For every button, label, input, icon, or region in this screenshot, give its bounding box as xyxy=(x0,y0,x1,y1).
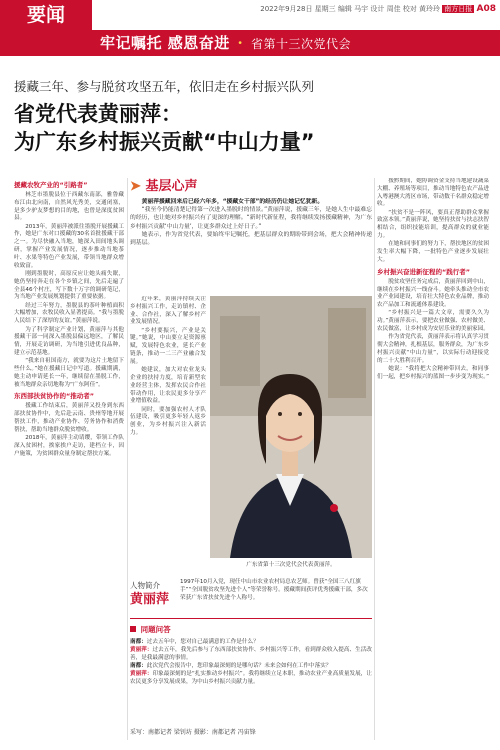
qa-speaker: 南都： xyxy=(130,639,147,645)
qa-text: 过去五年中，您对自己最满意的工作是什么？ xyxy=(146,639,259,645)
headline-line-1: 省党代表黄丽萍： xyxy=(14,102,182,126)
slogan xyxy=(100,30,492,56)
qa-title xyxy=(130,624,210,636)
portrait-photo xyxy=(210,296,372,558)
qa-title-text: 同题问答 xyxy=(140,625,171,634)
profile-bio: 1997年10月入党，现任中山市农业农村局总农艺师。曾获“全国三八红旗手”“全国脱贫攻坚先进个人”等荣誉称号。援藏期间获评优秀援藏干部，多次荣获广东省扶贫先进个人称号。 xyxy=(180,579,368,601)
slogan-part-a: 牢记嘱托 xyxy=(100,34,163,52)
credits: 采写：南都记者 梁钊坊 摄影：南都记者 冯宙锋 xyxy=(130,729,256,736)
slogan-part-b: 感恩奋进 xyxy=(167,34,230,52)
grassroots-voice-text xyxy=(130,198,372,294)
headline-line-2: 为广东乡村振兴贡献“中山力量” xyxy=(14,130,315,154)
column-divider xyxy=(127,178,128,740)
square-icon xyxy=(130,626,136,632)
body-paragraph: 她建议，加大对农业龙头企业的扶持力度，培育新型农业经营主体，发挥农民合作社带动作用，让农民更多分享产业增值收益。 xyxy=(130,367,206,405)
qa-text: 过去五年，我先后参与了东西部扶贫协作、乡村振兴等工作，看到群众收入提高、生活改善，是我最满意的事情。 xyxy=(130,647,372,661)
masthead xyxy=(0,0,500,56)
body-paragraph: 在她和同事们的努力下，帮扶地区的贫困发生率大幅下降，一批特色产业逐步发展壮大。 xyxy=(377,241,489,263)
body-paragraph: “乡村振兴是一篇大文章，需要久久为功。”黄丽萍表示，要把农业做强、农村做美、农民做富，让乡村成为安居乐业的美丽家园。 xyxy=(377,310,489,333)
body-paragraph: 2018年，黄丽萍主动请缨，带领工作队深入贫困村，挨家挨户走访，建档立卡，因户施策，为贫困群众量身制定帮扶方案。 xyxy=(14,435,124,457)
body-paragraph: 2013年，黄丽萍被派往墨脱开展援藏工作，她是广东对口援藏的30名首批援藏干部之一。为尽快融入当地，她深入田间地头调研，掌握产业发展情况，逐步推动当地茶叶、水果等特色产业发展，带领当地群众增收致富。 xyxy=(14,223,124,269)
divider xyxy=(130,618,372,619)
body-paragraph: “我至今仍能清楚记得第一次进入墨脱时的情景。”黄丽萍说，援藏三年，是她人生中最难忘的经历，也让她对乡村振兴有了更深的理解。“新时代新征程，我将继续发扬援藏精神，为广东乡村振兴贡献‘中山力量’，让更多群众过上好日子。” xyxy=(130,207,372,230)
page-number: A08 xyxy=(476,4,496,14)
body-paragraph: 刚到墨脱时，高原反应让她头痛失眠，她仍坚持奔走在各个乡镇之间，先后走遍了全县46个村庄，写下数十万字的调研笔记，为当地产业发展规划提供了重要依据。 xyxy=(14,270,124,301)
banner xyxy=(0,30,500,56)
kicker: 援藏三年、参与脱贫攻坚五年，依旧走在乡村振兴队列 xyxy=(14,79,315,94)
qa-text: 此次党代会报告中，您印象最深刻的是哪句话？未来会如何在工作中落实？ xyxy=(146,663,332,669)
body-paragraph: “我来自祖国南方，就要为这片土地留下些什么。”她在援藏日记中写道。援藏期满，她主动申请延长一年，继续留在墨脱工作，被当地群众亲切地称为“广东阿佳”。 xyxy=(14,358,124,388)
edition-tag: 南方日报 xyxy=(444,5,473,13)
qa-line xyxy=(130,662,372,670)
body-paragraph: 林芝市墨脱县位于西藏东南部，雅鲁藏布江由北向南，自然风光秀美，交通闭塞，是多少驴友梦想的目的地，也曾是深度贫困县。 xyxy=(14,192,124,222)
slogan-separator: · xyxy=(237,34,244,52)
headline xyxy=(14,100,488,158)
section-heading: 援藏农牧产业的“引路者” xyxy=(14,181,88,189)
section-tab: 要闻 xyxy=(0,0,92,30)
date-info: 2022年9月28日 星期三 编辑 马宇 设计 周佳 校对 黄玲玲 xyxy=(260,5,441,13)
body-paragraph: 黄丽萍援藏回来后已经六年多，“援藏女干部”的经历仍让她记忆犹新。 xyxy=(141,199,324,205)
body-paragraph: 作为省党代表，黄丽萍表示将认真学习贯彻大会精神，扎根基层，服务群众，为广东乡村振兴贡献“中山力量”，以实际行动迎接党的二十大胜利召开。 xyxy=(377,334,489,364)
body-paragraph: 她表示，作为省党代表，要始终牢记嘱托，把基层群众的期盼带到会场，把大会精神传递到基层。 xyxy=(130,231,372,247)
article-column-2 xyxy=(130,296,206,551)
article-column-4 xyxy=(377,178,489,740)
arrow-icon: ➤ xyxy=(130,179,141,194)
portrait-image xyxy=(210,296,372,558)
section-heading: 东西部扶贫协作的“推动者” xyxy=(14,392,95,401)
profile-name: 黄丽萍 xyxy=(130,592,170,607)
profile-label: 人物简介 xyxy=(130,581,160,590)
qa-line xyxy=(130,646,372,662)
body-paragraph: 脱贫攻坚任务完成后，黄丽萍回到中山，继续在乡村振兴一线奋斗。她牵头推动全市农业产业园建设，培育壮大特色农业品牌，推动农产品加工和流通体系建设。 xyxy=(377,278,489,309)
qa-speaker: 南都： xyxy=(130,663,147,669)
body-paragraph: 为了科学制定产业计划，黄丽萍与其他援藏干部一同深入墨脱县偏远地区，了解民情，开展走访调研，为当地引进优良品种，建立示范基地。 xyxy=(14,326,124,356)
column-divider xyxy=(374,178,375,740)
qa-body xyxy=(130,638,372,726)
body-paragraph: 援黔期间，她协调资金支持当地建设蔬菜大棚、养殖场等项目，推动当地特色农产品进入粤港澳大湾区市场，带动数千名群众稳定增收。 xyxy=(377,178,489,208)
qa-line xyxy=(130,670,372,686)
date-info-bar xyxy=(244,4,496,15)
body-paragraph: 她说：“我将把大会精神带回去，和同事们一起，把乡村振兴的蓝图一步步变为现实。” xyxy=(377,366,489,380)
qa-speaker: 黄丽萍： xyxy=(130,647,153,653)
section-title-text: 基层心声 xyxy=(145,179,198,194)
slogan-sub: 省第十三次党代会 xyxy=(250,37,351,51)
qa-text: 印象最深刻的是“扎实推动乡村振兴”。我将继续立足本职，推动农业产业高质量发展，让农民更多分享发展成果，为中山乡村振兴贡献力量。 xyxy=(130,671,372,685)
section-title-grassroots xyxy=(130,178,280,196)
body-paragraph: “扶贫不是一阵风，要真正帮助群众掌握致富本领。”黄丽萍说，她坚持扶贫与扶志扶智相结合，组织技能培训，提高群众的就业能力。 xyxy=(377,209,489,240)
profile-block xyxy=(130,580,176,616)
body-paragraph: 近年来，黄丽萍持续关注乡村振兴工作，走访镇村、企业、合作社，深入了解乡村产业发展情况。 xyxy=(130,296,206,326)
article-column-1 xyxy=(14,178,124,740)
body-paragraph: 援藏工作结束后，黄丽萍又投身到东西部扶贫协作中，先后赴云南、贵州等地开展帮扶工作，推动产业协作、劳务协作和消费帮扶，帮助当地群众脱贫增收。 xyxy=(14,403,124,433)
qa-line xyxy=(130,638,372,646)
body-paragraph: “乡村要振兴，产业是关键。”她说，中山要立足资源禀赋，发展特色农业，延长产业链条，推动一二三产业融合发展。 xyxy=(130,327,206,365)
section-heading: 乡村振兴奋进新征程的“践行者” xyxy=(377,267,471,276)
body-paragraph: 同时，要加强农村人才队伍建设，吸引更多年轻人返乡创业，为乡村振兴注入新活力。 xyxy=(130,406,206,437)
body-paragraph: 经过三年努力，墨脱县的茶叶种植面积大幅增加，农牧民收入显著提高。“我与墨脱人民结下了深厚的友谊。”黄丽萍说。 xyxy=(14,302,124,325)
qa-speaker: 黄丽萍： xyxy=(130,671,153,677)
photo-caption: 广东省第十三次党代会代表黄丽萍。 xyxy=(246,562,336,568)
